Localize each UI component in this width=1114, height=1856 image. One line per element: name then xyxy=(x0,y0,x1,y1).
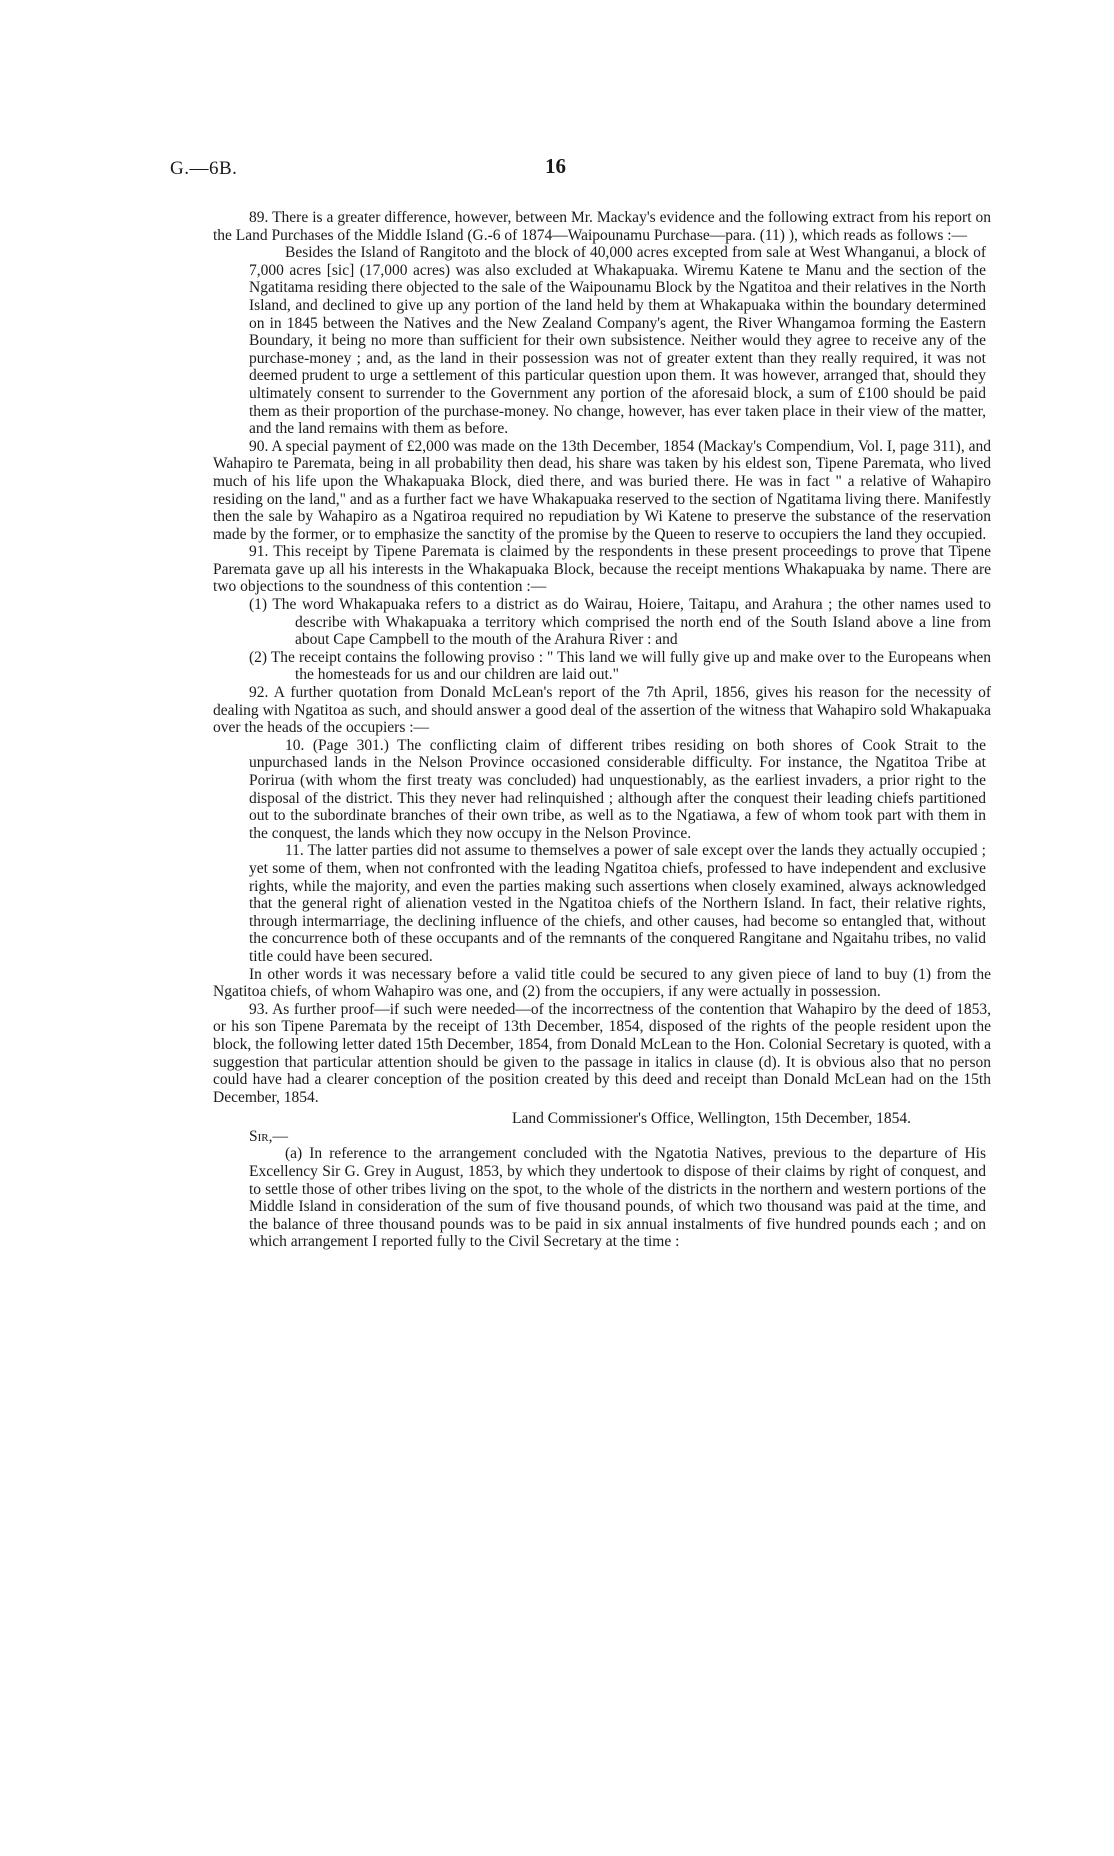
paragraph-93: 93. As further proof—if such were needed—of the incorrectness of the contention that Wahapiro by the deed of 1853, or his son Tipene Paremata by the receipt of 13th December, 1854, disposed of the rights of the people resident upon the block, the following letter dated 15th December, 1854, from Donald McLean to the Hon. Colonial Secretary is quoted, with a suggestion that particular attention should be given to the passage in italics in clause (d). It is obvious also that no person could have had a clearer conception of the position created by this deed and receipt than Donald McLean had on the 15th December, 1854. xyxy=(213,1000,991,1106)
quote-clause-10: 10. (Page 301.) The conflicting claim of different tribes residing on both shores of Cook Strait to the unpurchased lands in the Nelson Province occasioned considerable difficulty. For instance, the Ngatitoa Tribe at Porirua (with whom the first treaty was concluded) had unquestionably, as the earliest invaders, a prior right to the disposal of the district. This they never had relinquished ; although after the conquest their leading chiefs partitioned out to the subordinate branches of their own tribe, as well as to the Ngatiawa, a few of whom took part with them in the conquest, the lands which they now occupy in the Nelson Province. xyxy=(249,736,986,842)
quote-clause-11: 11. The latter parties did not assume to themselves a power of sale except over the lands they actually occupied ; yet some of them, when not confronted with the leading Ngatitoa chiefs, professed to have independent and exclusive rights, while the majority, and even the parties making such assertions when closely examined, always acknowledged that the general right of alienation vested in the Ngatitoa chiefs of the Northern Island. In fact, their relative rights, through intermarriage, the declining influence of the chiefs, and other causes, had become so entangled that, without the concurrence both of these occupants and of the remnants of the conquered Rangitane and Ngaitahu tribes, no valid title could have been secured. xyxy=(249,842,986,965)
objection-2: (2) The receipt contains the following proviso : " This land we will fully give up and make over to the Europeans when the homesteads for us and our children are laid out." xyxy=(249,648,991,684)
paragraph-90: 90. A special payment of £2,000 was made on the 13th December, 1854 (Mackay's Compendium, Vol. I, page 311), and Wahapiro te Paremata, being in all probability then dead, his share was taken by his eldest son, Tipene Paremata, who lived much of his life upon the Whakapuaka Block, died there, and was buried there. He was in fact " a relative of Wahapiro residing on the land," and as a further fact we have Whakapuaka reserved to the section of Ngatitama living there. Manifestly then the sale by Wahapiro as a Ngatiroa required no repudiation by Wi Katene to preserve the substance of the reservation made by the former, or to emphasize the sanctity of the promise by the Queen to reserve to occupiers the land they occupied. xyxy=(213,437,991,543)
paragraph-92: 92. A further quotation from Donald McLean's report of the 7th April, 1856, gives his reason for the necessity of dealing with Ngatitoa as such, and should answer a good deal of the assertion of the witness that Wahapiro sold Whakapuaka over the heads of the occupiers :— xyxy=(213,684,991,737)
quote-waipounamu-report: Besides the Island of Rangitoto and the block of 40,000 acres excepted from sale at West Whanganui, a block of 7,000 acres [sic] (17,000 acres) was also excluded at Whakapuaka. Wiremu Katene te Manu and the section of the Ngatitama residing there objected to the sale of the Waipounamu Block by the Ngatitoa and their relatives in the North Island, and declined to give up any portion of the land held by them at Whakapuaka within the boundary determined on in 1845 between the Natives and the New Zealand Company's agent, the River Whangamoa forming the Eastern Boundary, it being no more than sufficient for their own subsistence. Neither would they agree to receive any of the purchase-money ; and, as the land in their possession was not of greater extent than they really required, it was not deemed prudent to urge a settlement of this particular question upon them. It was however, arranged that, should they ultimately consent to surrender to the Government any portion of the aforesaid block, a sum of £100 should be paid them as their proportion of the purchase-money. No change, however, has ever taken place in their view of the matter, and the land remains with them as before. xyxy=(249,244,986,438)
text-column xyxy=(213,209,991,1251)
letter-heading: Land Commissioner's Office, Wellington, 15th December, 1854. xyxy=(512,1110,911,1128)
letter-clause-a: (a) In reference to the arrangement concluded with the Ngatotia Natives, previous to the departure of His Excellency Sir G. Grey in August, 1853, by which they undertook to dispose of their claims by right of conquest, and to settle those of other tribes living on the spot, to the whole of the districts in the northern and western portions of the Middle Island in consideration of the sum of five thousand pounds, of which two thousand was paid at the time, and the balance of three thousand pounds was to be paid in six annual instalments of five hundred pounds each ; and on which arrangement I reported fully to the Civil Secretary at the time : xyxy=(249,1145,986,1251)
paragraph-92-continued: In other words it was necessary before a valid title could be secured to any given piece of land to buy (1) from the Ngatitoa chiefs, of whom Wahapiro was one, and (2) from the occupiers, if any were actually in possession. xyxy=(213,965,991,1001)
paragraph-91: 91. This receipt by Tipene Paremata is claimed by the respondents in these present proceedings to prove that Tipene Paremata gave up all his interests in the Whakapuaka Block, because the receipt mentions Whakapuaka by name. There are two objections to the soundness of this contention :— xyxy=(213,543,991,596)
objection-1: (1) The word Whakapuaka refers to a district as do Wairau, Hoiere, Taitapu, and Arahura ; the other names used to describe with Whakapuaka a territory which comprised the north end of the South Island above a line from about Cape Campbell to the mouth of the Arahura River : and xyxy=(249,596,991,649)
paragraph-89: 89. There is a greater difference, however, between Mr. Mackay's evidence and the following extract from his report on the Land Purchases of the Middle Island (G.-6 of 1874—Waipounamu Purchase—para. (11) ), which reads as follows :— xyxy=(213,209,991,244)
page-number: 16 xyxy=(545,154,566,178)
document-reference: G.—6B. xyxy=(170,158,238,179)
letter-salutation: Sir,— xyxy=(249,1127,288,1145)
